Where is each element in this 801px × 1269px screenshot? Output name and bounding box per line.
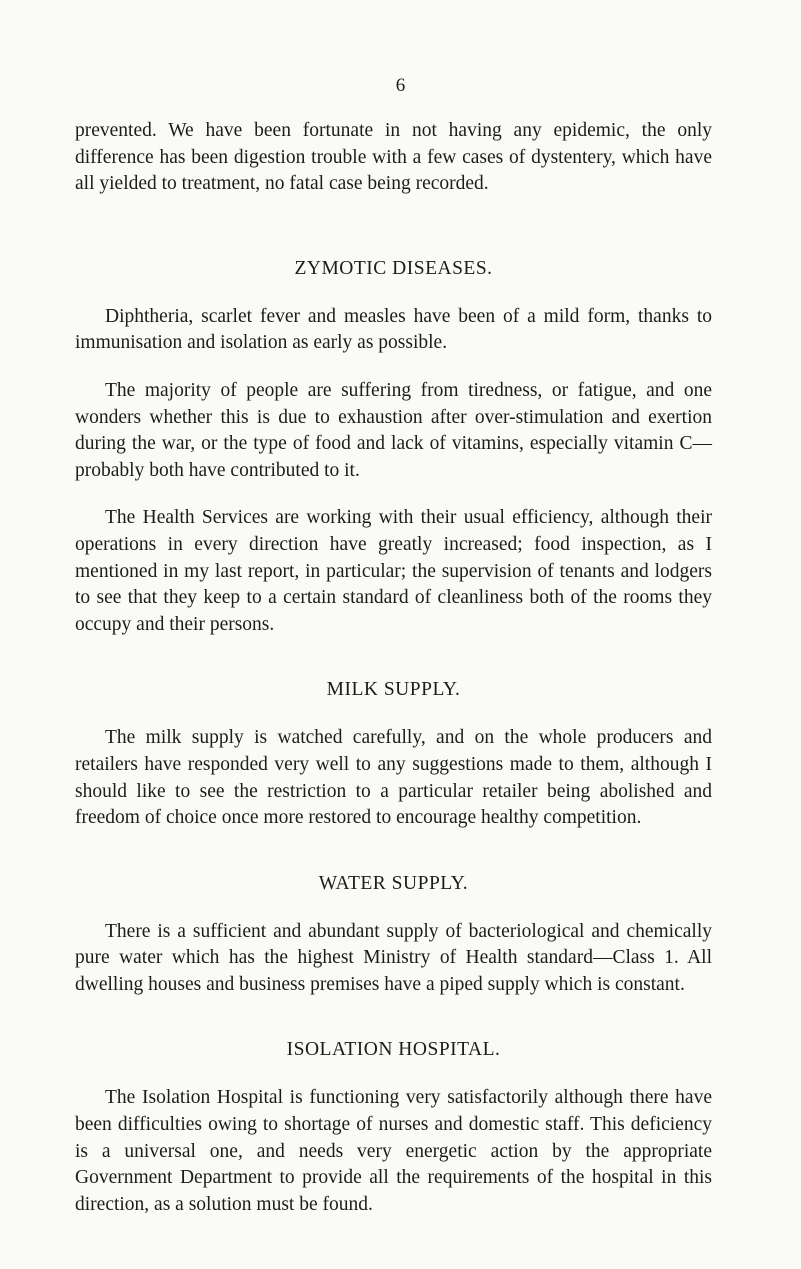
isolation-paragraph: The Isolation Hospital is functioning very satisfactorily although there have been difficulties owing to shortage of nurses and domestic staff. This deficiency is a universal one, and needs very energetic action by the appropriate Government Department to provide all the requirements of the hospital in this direction, as a solution must be found. xyxy=(75,1087,712,1215)
heading-water-supply: WATER SUPPLY. xyxy=(318,872,469,894)
heading-milk-supply: MILK SUPPLY. xyxy=(326,679,461,701)
page-number: 6 xyxy=(395,75,406,96)
zymotic-paragraph-2: The majority of people are suffering from tiredness, or fatigue, and one wonders whether this is due to exhaustion after over-stimulation and exertion during the war, or the type of food and lack of vitamins, especially vitamin C—probably both have contributed to it. xyxy=(75,379,712,481)
heading-isolation-hospital: ISOLATION HOSPITAL. xyxy=(286,1039,501,1061)
milk-paragraph: The milk supply is watched carefully, and on the whole producers and retailers have responded very well to any suggestions made to them, although I should like to see the restriction to a particular retailer being abolished and freedom of choice once more restored to encourage healthy competition. xyxy=(75,727,712,829)
water-paragraph: There is a sufficient and abundant supply of bacteriological and chemically pure water which has the highest Ministry of Health standard—Class 1. All dwelling houses and business premises have a piped supply which is constant. xyxy=(75,920,712,995)
zymotic-paragraph-3: The Health Services are working with their usual efficiency, although their operations in every direction have greatly increased; food inspection, as I mentioned in my last report, in particular; the supervision of tenants and lodgers to see that they keep to a certain standard of cleanliness both of the rooms they occupy and their persons. xyxy=(75,507,712,635)
heading-zymotic-diseases: ZYMOTIC DISEASES. xyxy=(294,257,493,279)
zymotic-paragraph-1: Diphtheria, scarlet fever and measles have been of a mild form, thanks to immunisation and isolation as early as possible. xyxy=(75,305,712,354)
page-body xyxy=(75,118,712,1218)
intro-paragraph: prevented. We have been fortunate in not having any epidemic, the only difference has been digestion trouble with a few cases of dystentery, which have all yielded to treatment, no fatal case being recorded. xyxy=(75,120,712,195)
